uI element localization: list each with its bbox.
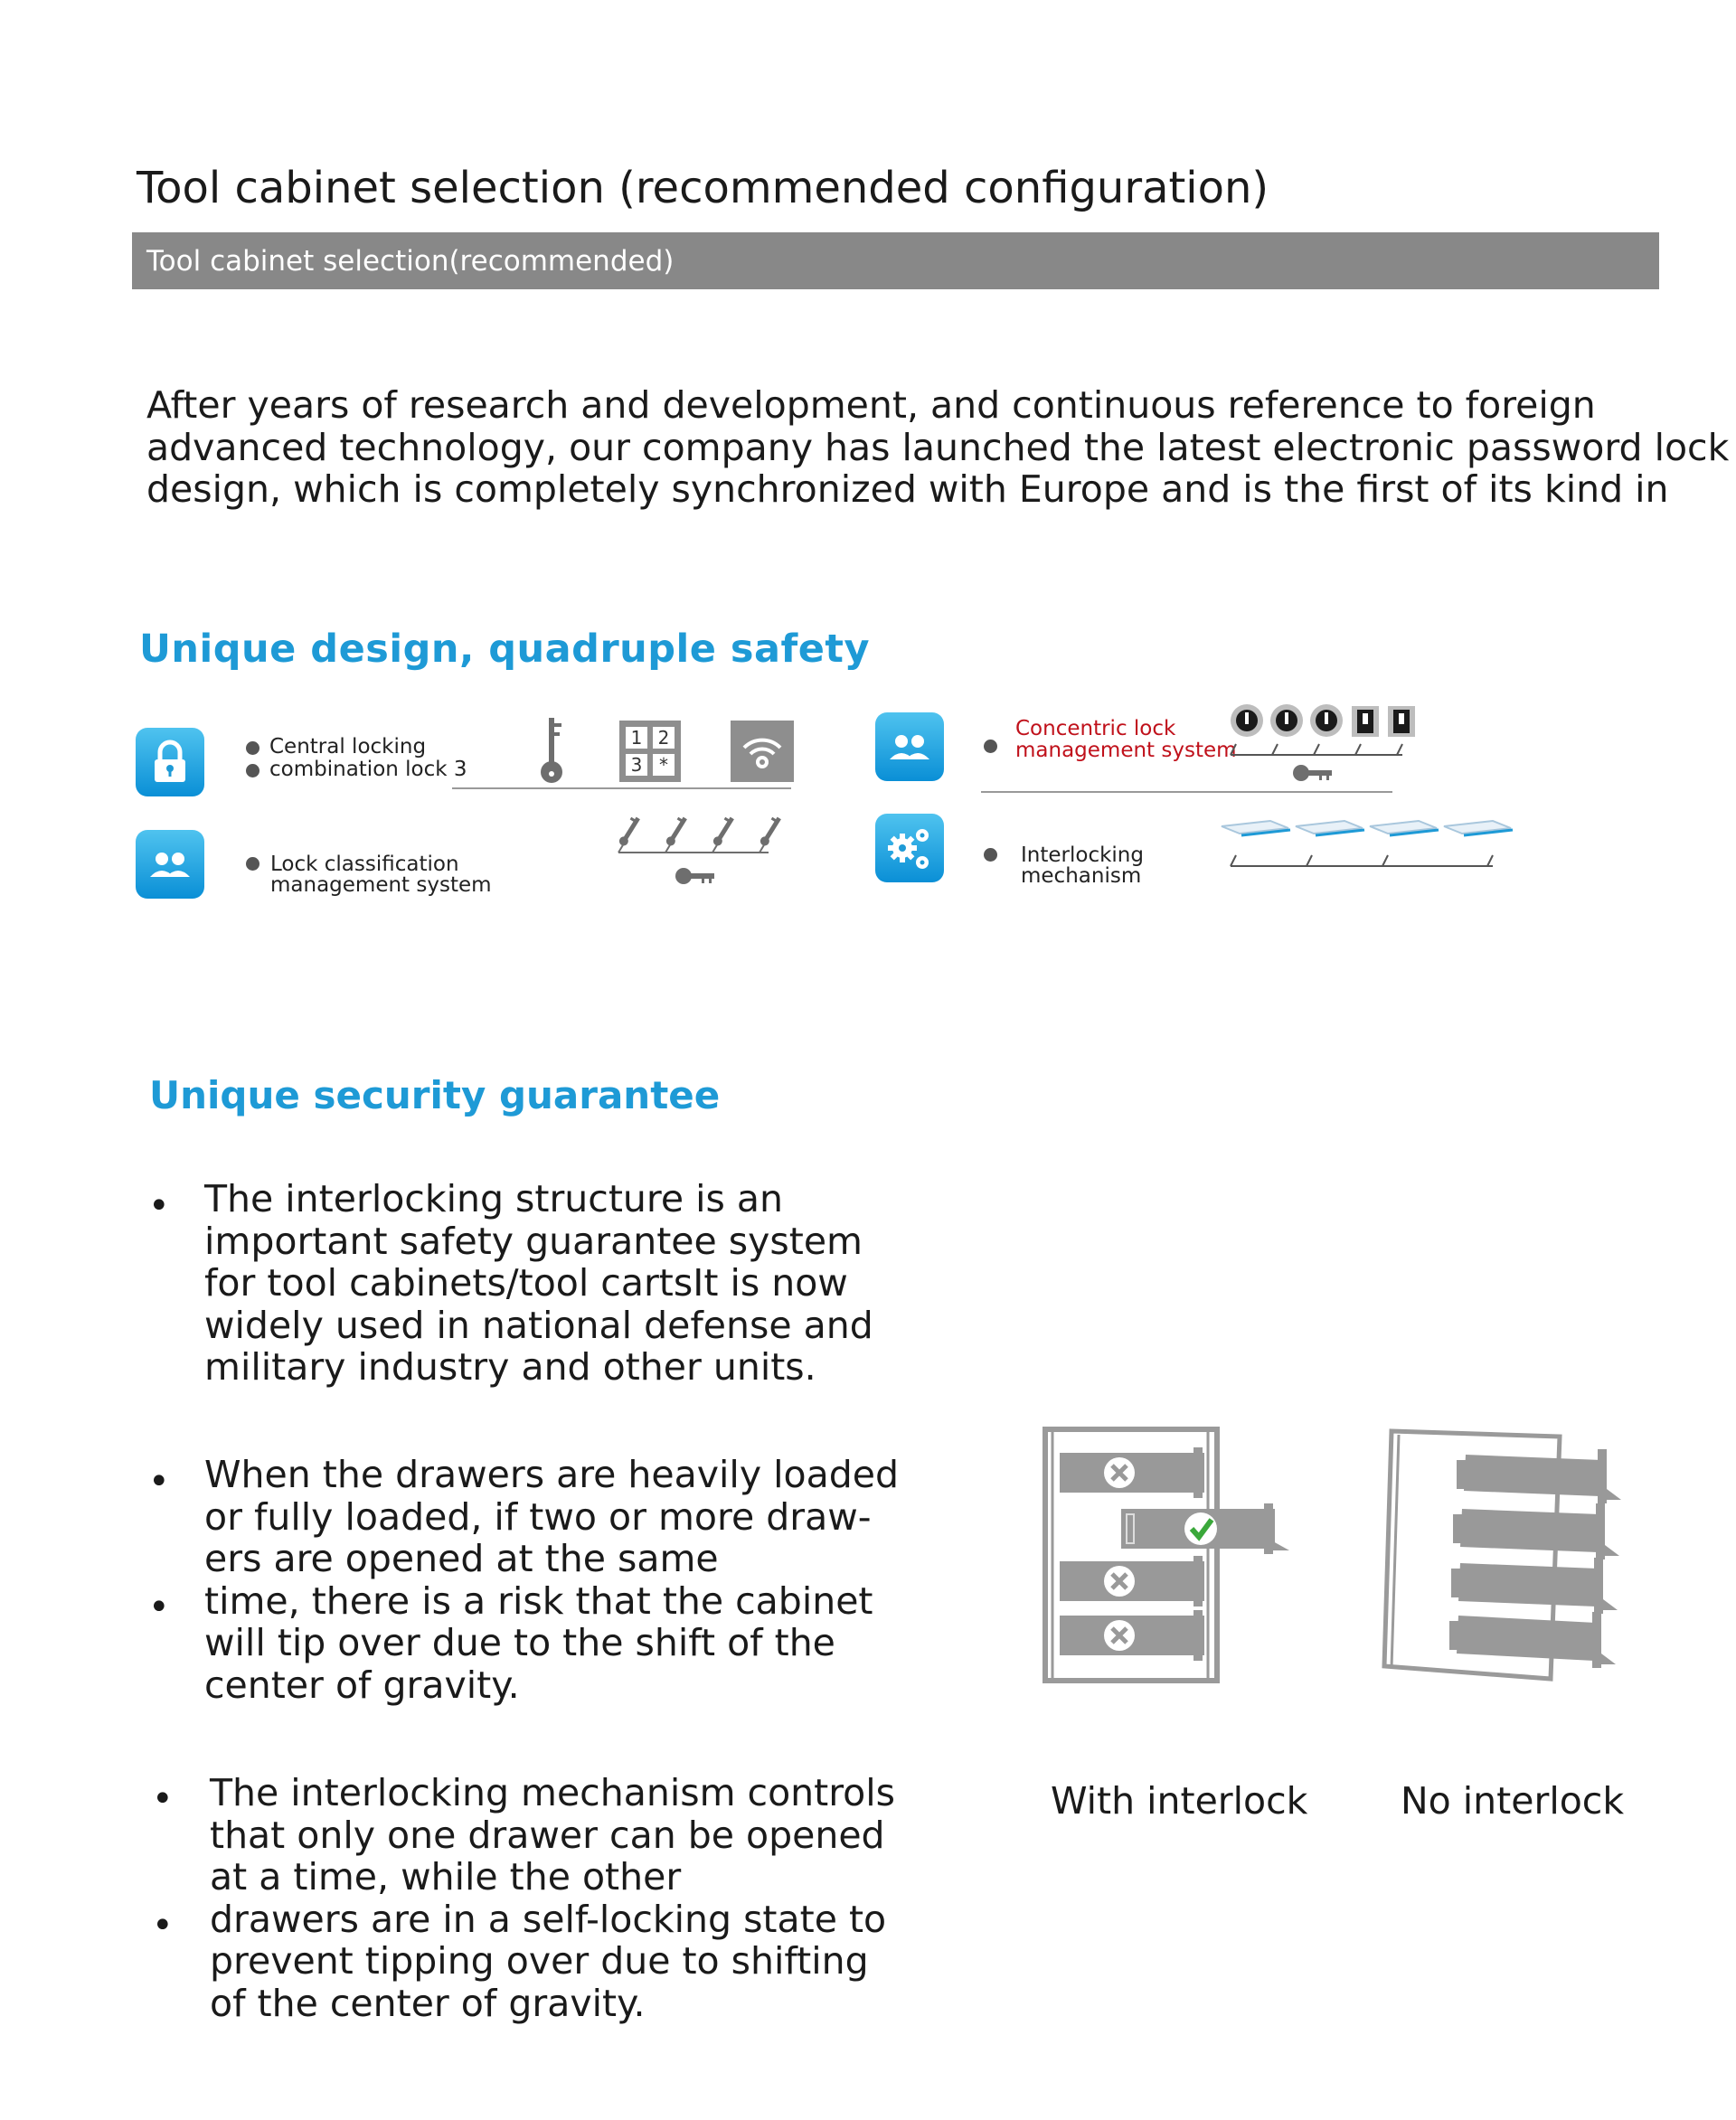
divider xyxy=(981,790,1397,794)
keypad-key: 3 xyxy=(626,754,647,776)
feature-bullet xyxy=(984,848,997,862)
feature-label-line: combination lock 3 xyxy=(269,758,467,781)
divider xyxy=(452,787,796,790)
feature-bullet xyxy=(246,741,259,755)
feature-label-line: Interlocking xyxy=(1021,843,1144,867)
feature-label-line: Lock classification xyxy=(270,853,459,876)
cabinet-no-interlock-illustration xyxy=(1379,1424,1632,1686)
paragraph-line: that only one drawer can be opened xyxy=(210,1813,885,1857)
paragraph-line: of the center of gravity. xyxy=(210,1981,646,2025)
bullet-marker: • xyxy=(148,1185,170,1227)
intro-line: design, which is completely synchronized with Europe and is the first of its kind in xyxy=(146,467,1669,511)
paragraph-line: at a time, while the other xyxy=(210,1855,682,1899)
keys-hierarchy-icon xyxy=(615,809,796,890)
paragraph-line: center of gravity. xyxy=(204,1663,520,1707)
keypad-icon xyxy=(619,721,681,782)
paragraph-line: The interlocking mechanism controls xyxy=(210,1771,896,1814)
paragraph-line: for tool cabinets/tool cartsIt is now xyxy=(204,1261,848,1305)
paragraph-line: When the drawers are heavily loaded xyxy=(204,1453,899,1496)
paragraph-line: time, there is a risk that the cabinet xyxy=(204,1578,873,1623)
keypad-key: * xyxy=(653,754,675,776)
gears-icon xyxy=(875,814,944,882)
bullet-marker: • xyxy=(148,1461,170,1503)
paragraph-line: prevent tipping over due to shifting xyxy=(210,1939,869,1983)
feature-label-line: mechanism xyxy=(1021,864,1142,888)
security-paragraph xyxy=(210,1772,895,2025)
paragraph-line: military industry and other units. xyxy=(204,1345,816,1390)
section-bar xyxy=(132,232,1659,289)
paragraph-line: widely used in national defense and xyxy=(204,1303,873,1347)
page-title: Tool cabinet selection (recommended configuration) xyxy=(137,163,1269,213)
caption-with-interlock: With interlock xyxy=(1051,1779,1308,1823)
users-icon xyxy=(875,712,944,781)
users-icon xyxy=(136,830,204,899)
feature-bullet xyxy=(246,857,259,871)
lock-icon xyxy=(136,728,204,796)
security-paragraph xyxy=(204,1454,899,1707)
keypad-key: 1 xyxy=(626,727,647,749)
wifi-icon xyxy=(731,721,794,782)
section-bar-label: Tool cabinet selection(recommended) xyxy=(146,245,675,278)
intro-line: After years of research and development, and continuous reference to foreign xyxy=(146,383,1596,427)
paragraph-line: important safety guarantee system xyxy=(204,1219,863,1263)
drawer-rails-icon xyxy=(1216,814,1524,877)
key-icon xyxy=(533,714,570,787)
paragraph-line: ers are opened at the same xyxy=(204,1537,719,1581)
design-heading: Unique design, quadruple safety xyxy=(139,627,870,672)
feature-label-line: management system xyxy=(1015,739,1237,762)
paragraph-line: drawers are in a self-locking state to xyxy=(210,1897,887,1941)
lock-cylinders-icon xyxy=(1225,701,1424,787)
feature-bullet xyxy=(246,764,259,777)
feature-bullet xyxy=(984,740,997,753)
intro-line: advanced technology, our company has launched the latest electronic password lock xyxy=(146,425,1730,469)
caption-no-interlock: No interlock xyxy=(1401,1779,1625,1823)
bullet-marker: • xyxy=(148,1587,170,1628)
keypad-key: 2 xyxy=(653,727,675,749)
intro-paragraph xyxy=(146,383,1730,511)
paragraph-line: will tip over due to the shift of the xyxy=(204,1621,835,1665)
feature-label-line: management system xyxy=(270,873,492,897)
paragraph-line: or fully loaded, if two or more draw- xyxy=(204,1494,872,1539)
security-paragraph xyxy=(204,1178,873,1389)
paragraph-line: The interlocking structure is an xyxy=(204,1177,784,1220)
cabinet-with-interlock-illustration xyxy=(1040,1424,1302,1686)
bullet-marker: • xyxy=(152,1778,174,1820)
security-heading: Unique security guarantee xyxy=(149,1073,721,1117)
feature-label-line: Concentric lock xyxy=(1015,717,1176,740)
bullet-marker: • xyxy=(152,1905,174,1946)
feature-label-line: Central locking xyxy=(269,735,427,758)
